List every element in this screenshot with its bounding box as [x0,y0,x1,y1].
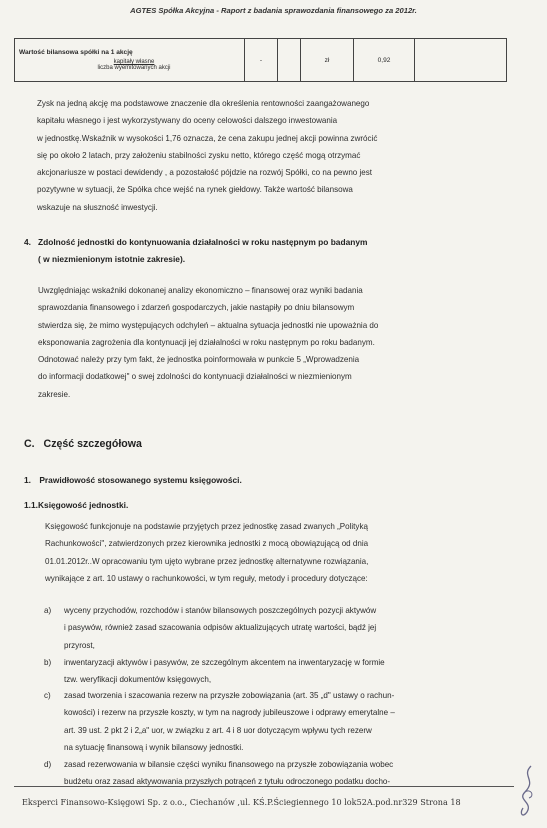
ratio-denominator: liczba wyemitowanych akcji [97,65,171,71]
section-1-1-heading [24,497,128,514]
section-c-heading [24,436,142,453]
ratio-name-cell [15,39,245,82]
section-letter: C. [24,438,35,450]
list-item [44,602,504,654]
ratio-unit: zł [301,39,354,82]
section-number: 1. [24,475,31,485]
text-line: kowości) i rezerw na przyszłe koszty, w tym na nagrody jubileuszowe i odprawy emerytalne – [64,708,395,718]
text-line: akcjonariusze w postaci dewidendy , a pozostałość pójdzie na rozwój Spółki, co na pewno jest [37,168,373,178]
text-line: wyceny przychodów, rozchodów i stanów bilansowych poszczególnych pozycji aktywów [64,606,377,615]
text-line: pozytywne w sytuacji, że Spółka chce wejść na rynek giełdowy. Także wartość bilansowa [37,185,353,195]
list-item [44,654,504,689]
section-number: 4. [24,237,31,247]
text-line: wskazuje na słuszność inwestycji. [37,202,158,212]
page-footer: Eksperci Finansowo-Księgowi Sp. z o.o., Ciechanów ,ul. KŚ.P.Ściegiennego 10 lok52A.pod.nr329 Strona 18 [22,797,461,807]
text-line: Uwzględniając wskaźniki dokonanej analizy ekonomiczno – finansowej oraz wyniki badania [38,286,363,295]
section-title: Prawidłowość stosowanego systemu księgowości. [39,475,242,485]
text-line: eksponowania zagrożenia dla kontynuacji jej działalności w roku następnym po roku badanym. [38,337,375,347]
text-line: inwentaryzacji aktywów i pasywów, ze szczególnym akcentem na inwentaryzację w formie [64,658,385,667]
text-line: Zysk na jedną akcję ma podstawowe znaczenie dla określenia rentowności zaangażowanego [37,99,370,108]
footer-divider [14,786,514,787]
text-line: 01.01.2012r..W opracowaniu tym ujęto wybrane przez jednostkę alternatywne rozwiązania, [45,556,369,566]
text-line: Odnotować należy przy tym fakt, że jednostka poinformowała w punkcie 5 „Wprowadzenia [38,355,360,365]
section-title: Część szczegółowa [43,438,142,450]
text-line: zasad rezerwowania w bilansie części wyniku finansowego na przyszłe zobowiązania wobec [64,760,394,769]
text-line: Księgowość funkcjonuje na podstawie przyjętych przez jednostkę zasad zwanych „Polityką [45,522,368,531]
text-line: wynikające z art. 10 ustawy o rachunkowości, w tym reguły, metody i procedury dotyczące: [45,573,368,583]
text-line: i pasywów, również zasad szacowania odpisów aktualizujących utratę wartości, bądź jej [64,623,377,633]
continuity-paragraph [38,282,499,403]
text-line: zakresie. [38,389,71,399]
section-title: Księgowość jednostki. [37,500,129,510]
section-title: Zdolność jednostki do kontynuowania działalności w roku następnym po badanym [38,237,368,247]
list-item-label: a) [44,606,52,615]
ratio-table [14,38,507,82]
text-line: przyrost, [64,640,95,650]
empty-cell [278,39,301,82]
list-item [44,687,504,756]
table-row [15,39,507,82]
text-line: w jednostkę.Wskaźnik w wysokości 1,76 oznacza, że cena zakupu jednej akcji powinna zwrócić [37,133,378,143]
list-item-label: d) [44,760,52,769]
text-line: art. 39 ust. 2 pkt 2 i 2„a" uor, w związku z art. 4 i 8 uor dotyczącym wpływu tych rezerw [64,725,372,735]
ratio-numerator: kapitały własne [113,59,155,65]
list-item-label: c) [44,691,51,700]
text-line: na sytuację finansową i wynik bilansowy jednostki. [64,742,244,752]
text-line: tzw. weryfikacji dokumentów księgowych, [64,675,212,685]
list-item-label: b) [44,658,52,667]
section-number: 1.1. [24,500,38,510]
text-line: budżetu oraz zasad aktywowania przyszłych potrąceń z tytułu odroczonego podatku docho- [64,777,391,787]
text-line: się po około 2 latach, przy założeniu stabilności zysku netto, którego część mogą otrzymać [37,150,361,160]
ratio-title: Wartość bilansowa spółki na 1 akcję [19,49,133,56]
text-line: do informacji dodatkowej" o swej zdolności do kontynuacji działalności w niezmienionym [38,372,352,382]
section-title: ( w niezmienionym istotnie zakresie). [38,254,186,264]
text-line: sprawozdania finansowego i zdarzeń gospodarczych, jakie nastąpiły po dniu bilansowym [38,303,355,313]
text-line: zasad tworzenia i szacowania rezerw na przyszłe zobowiązania (art. 35 „d" ustawy o rachun- [64,691,395,700]
handwritten-signature [511,762,541,822]
text-line: kapitału własnego i jest wykorzystywany do oceny celowości dalszego inwestowania [37,116,338,126]
ratio-prev-value: - [245,39,278,82]
section-4-heading [24,234,504,268]
text-line: Rachunkowości", zatwierdzonych przez kierownika jednostki z mocą obowiązującą od dnia [45,539,369,549]
text-line: stwierdza się, że mimo występujących odchyleń – aktualna sytuacja jednostki nie upoważnia do [38,320,379,330]
ratio-value: 0,92 [354,39,415,82]
empty-cell [415,39,507,82]
page-header: AGTES Spółka Akcyjna - Raport z badania sprawozdania finansowego za 2012r. [130,6,417,15]
accounting-intro-paragraph [45,518,501,587]
section-1-heading [24,472,242,489]
eps-paragraph [37,95,498,216]
ratio-formula [79,59,189,71]
